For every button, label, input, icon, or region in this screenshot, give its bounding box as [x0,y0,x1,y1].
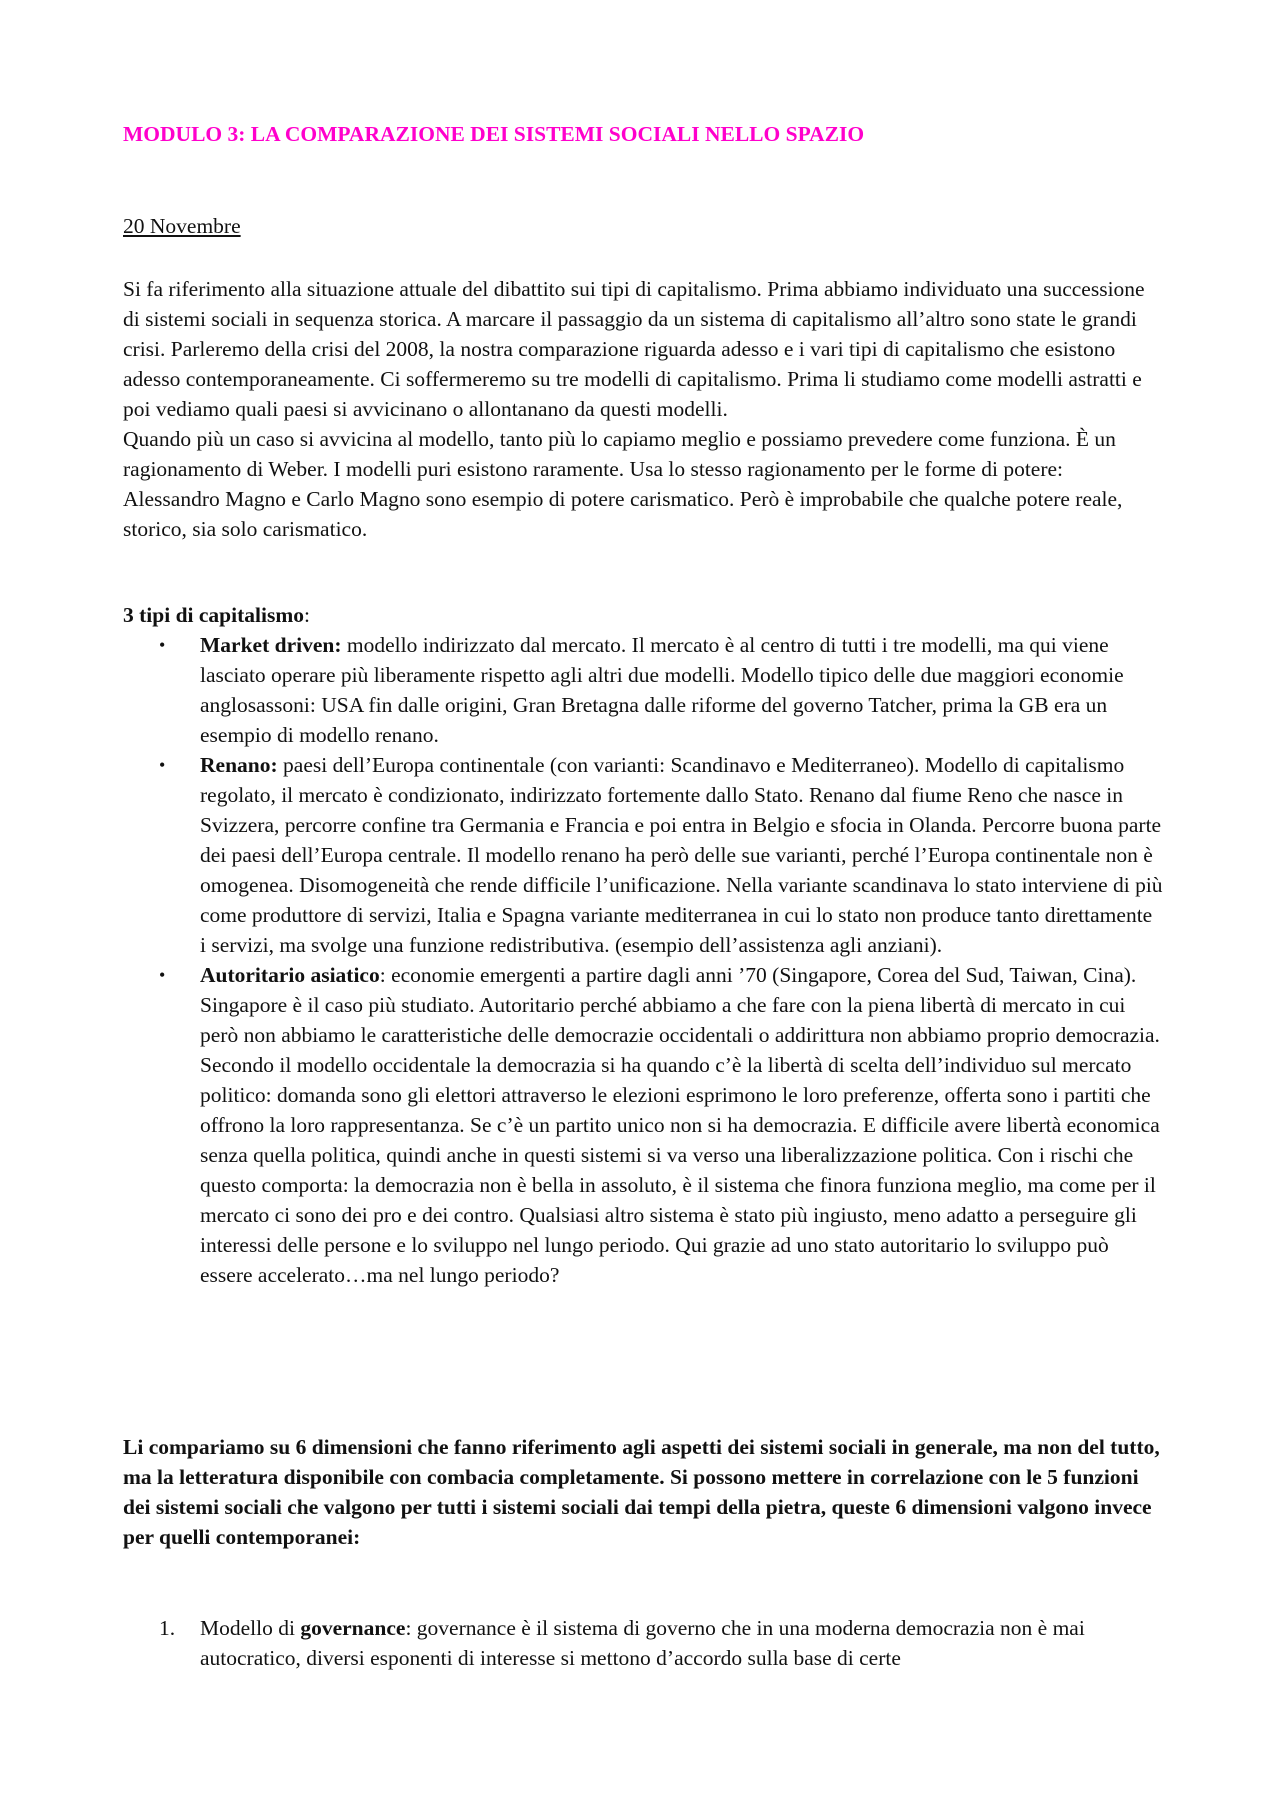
dimension-prefix: Modello di [200,1616,301,1640]
dimensions-list [123,1613,1163,1673]
list-item-renano [123,750,1163,960]
bullet-icon: • [159,635,166,655]
list-item-governance [123,1613,1163,1673]
bullet-icon: • [159,965,166,985]
intro-paragraph: Si fa riferimento alla situazione attuale del dibattito sui tipi di capitalismo. Prima abbiamo individuato una successione di sistemi sociali in sequenza storica. A marcare il passaggio da un sistema di capitalismo all’altro sono state le grandi crisi. Parleremo della crisi del 2008, la nostra comparazione riguarda adesso e i vari tipi di capitalismo che esistono adesso contemporaneamente. Ci soffermeremo su tre modelli di capitalismo. Prima li studiamo come modelli astratti e poi vediamo quali paesi si avvicinano o allontanano da questi modelli. [123,277,1145,421]
types-heading-label: 3 tipi di capitalismo [123,603,304,627]
types-heading [123,600,310,630]
list-item-market-driven [123,630,1163,750]
list-number: 1. [159,1616,176,1640]
bullet-icon: • [159,755,166,775]
type-label: Autoritario asiatico [200,963,380,987]
type-label: Renano: [200,753,278,777]
intro-paragraph: Quando più un caso si avvicina al modello, tanto più lo capiamo meglio e possiamo prevedere come funziona. È un ragionamento di Weber. I modelli puri esistono raramente. Usa lo stesso ragionamento per le forme di potere: Alessandro Magno e Carlo Magno sono esempio di potere carismatico. Però è improbabile che qualche potere reale, storico, sia solo carismatico. [123,427,1123,541]
types-heading-colon: : [303,603,310,627]
dimension-label: governance [300,1616,406,1640]
type-text: modello indirizzato dal mercato. Il mercato è al centro di tutti i tre modelli, ma qui viene lasciato operare più liberamente rispetto agli altri due modelli. Modello tipico delle due maggiori economie anglosassoni: USA fin dalle origini, Gran Bretagna dalle riforme del governo Tatcher, prima la GB era un esempio di modello renano. [200,633,1124,747]
capitalism-types-list [123,630,1163,1290]
type-text: paesi dell’Europa continentale (con varianti: Scandinavo e Mediterraneo). Modello di capitalismo regolato, il mercato è condizionato, indirizzato fortemente dallo Stato. Renano dal fiume Reno che nasce in Svizzera, percorre confine tra Germania e Francia e poi entra in Belgio e sfocia in Olanda. Percorre buona parte dei paesi dell’Europa centrale. Il modello renano ha però delle sue varianti, perché l’Europa continentale non è omogenea. Disomogeneità che rende difficile l’unificazione. Nella variante scandinava lo stato interviene di più come produttore di servizi, Italia e Spagna variante mediterranea in cui lo stato non produce tanto direttamente i servizi, ma svolge una funzione redistributiva. (esempio dell’assistenza agli anziani). [200,753,1163,957]
type-text: : economie emergenti a partire dagli anni ’70 (Singapore, Corea del Sud, Taiwan, Cina). Singapore è il caso più studiato. Autoritario perché abbiamo a che fare con la piena libertà di mercato in cui però non abbiamo le caratteristiche delle democrazie occidentali o addirittura non abbiamo proprio democrazia. Secondo il modello occidentale la democrazia si ha quando c’è la libertà di scelta dell’individuo sul mercato politico: domanda sono gli elettori attraverso le elezioni esprimono le loro preferenze, offerta sono i partiti che offrono la loro rappresentanza. Se c’è un partito unico non si ha democrazia. E difficile avere libertà economica senza quella politica, quindi anche in questi sistemi si va verso una liberalizzazione politica. Con i rischi che questo comporta: la democrazia non è bella in assoluto, è il sistema che finora funziona meglio, ma come per il mercato ci sono dei pro e dei contro. Qualsiasi altro sistema è stato più ingiusto, meno adatto a perseguire gli interessi delle persone e lo sviluppo nel lungo periodo. Qui grazie ad uno stato autoritario lo sviluppo può essere accelerato…ma nel lungo periodo? [200,963,1160,1287]
dimension-text: : governance è il sistema di governo che in una moderna democrazia non è mai autocratico, diversi esponenti di interesse si mettono d’accordo sulla base di certe [200,1616,1085,1670]
type-label: Market driven: [200,633,342,657]
lecture-date: 20 Novembre [123,214,241,238]
list-item-autoritario-asiatico [123,960,1163,1290]
intro-section [123,274,1163,544]
dimensions-heading: Li compariamo su 6 dimensioni che fanno riferimento agli aspetti dei sistemi sociali in generale, ma non del tutto, ma la letteratura disponibile con combacia completamente. Si possono mettere in correlazione con le 5 funzioni dei sistemi sociali che valgono per tutti i sistemi sociali dai tempi della pietra, queste 6 dimensioni valgono invece per quelli contemporanei: [123,1435,1160,1549]
module-title: MODULO 3: LA COMPARAZIONE DEI SISTEMI SOCIALI NELLO SPAZIO [123,122,865,146]
